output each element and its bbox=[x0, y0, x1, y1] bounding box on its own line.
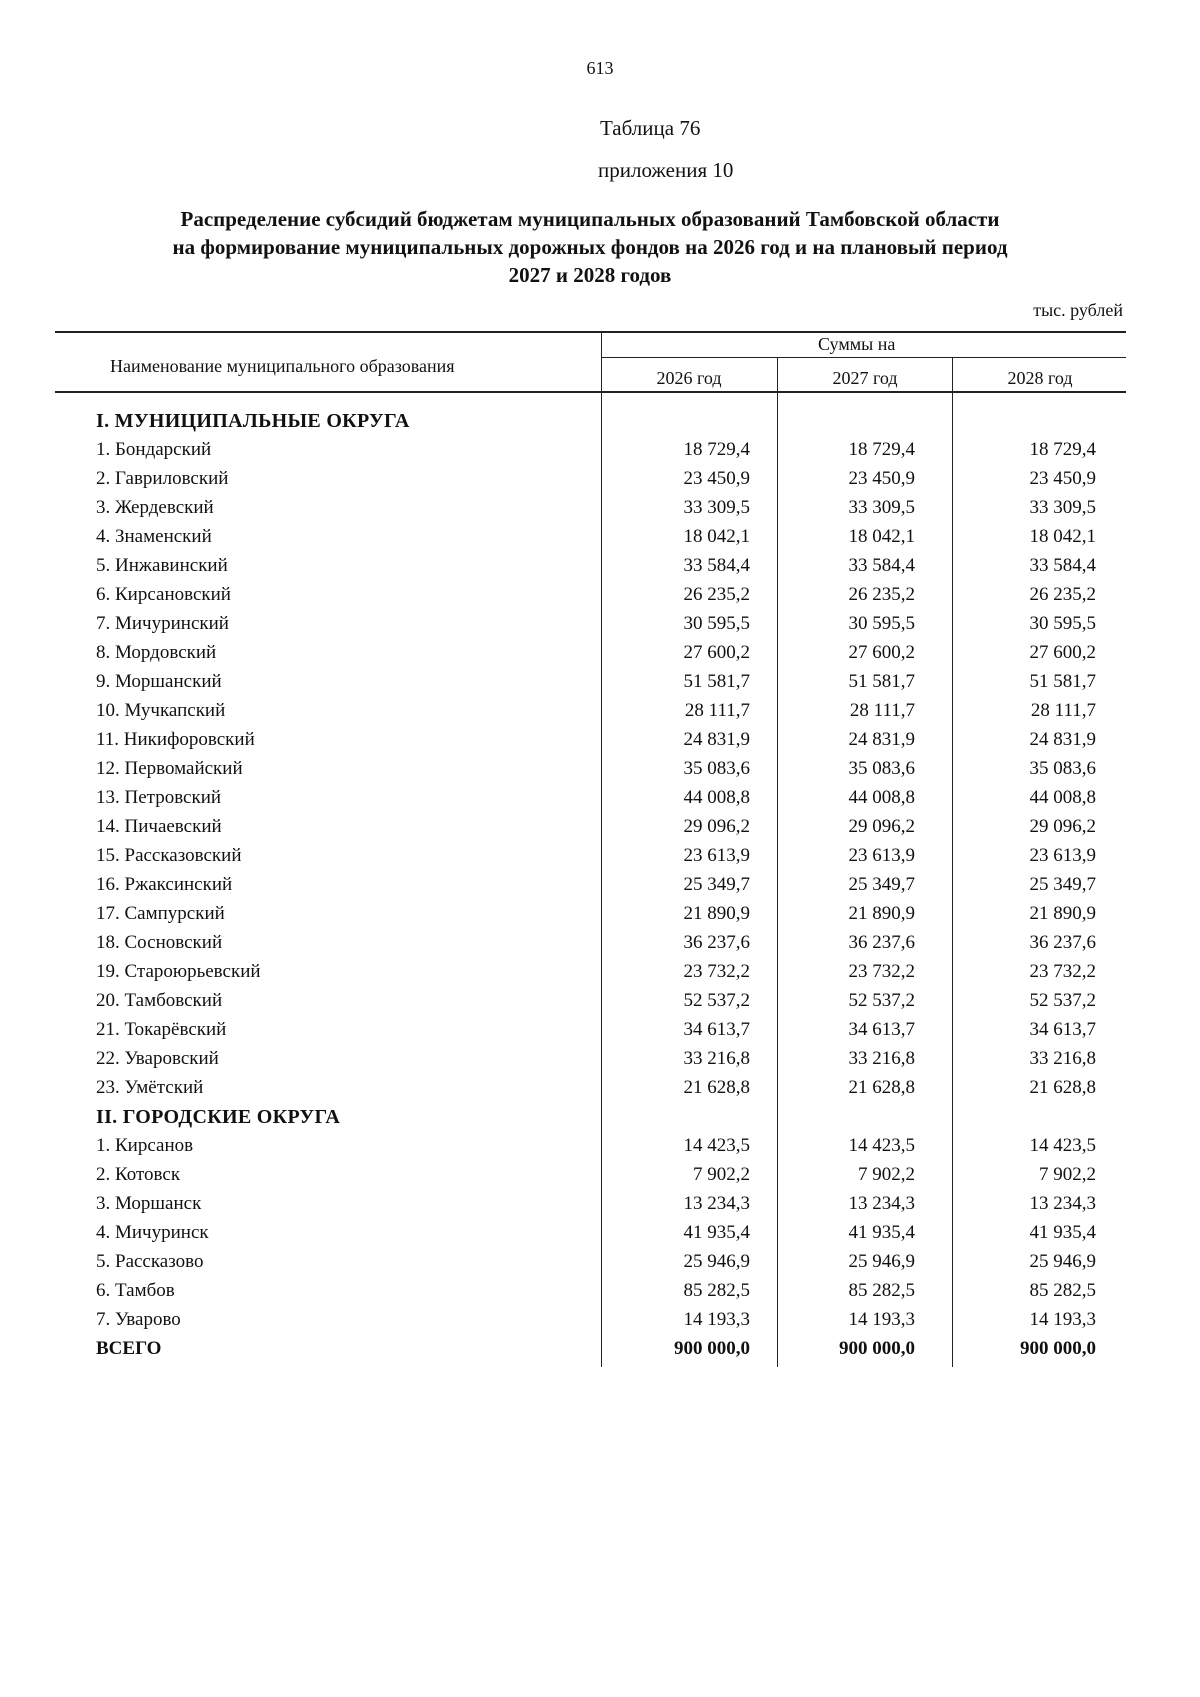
row-name: 16. Ржаксинский bbox=[96, 874, 233, 895]
row-value-2026: 18 729,4 bbox=[683, 439, 750, 460]
row-value-2027: 33 309,5 bbox=[848, 497, 915, 518]
row-value-2026: 28 111,7 bbox=[684, 700, 750, 721]
appendix-label: приложения 10 bbox=[598, 158, 734, 182]
row-value-2028: 18 729,4 bbox=[1029, 439, 1096, 460]
table-row bbox=[0, 903, 1200, 932]
row-value-2027: 85 282,5 bbox=[848, 1280, 915, 1301]
row-value-2027: 30 595,5 bbox=[848, 613, 915, 634]
row-value-2026: 25 946,9 bbox=[683, 1251, 750, 1272]
row-value-2026: 14 193,3 bbox=[683, 1309, 750, 1330]
row-name: I. МУНИЦИПАЛЬНЫЕ ОКРУГА bbox=[96, 410, 410, 432]
row-value-2026: 27 600,2 bbox=[683, 642, 750, 663]
row-name: 4. Мичуринск bbox=[96, 1222, 209, 1243]
header-year-2027: 2027 год bbox=[832, 368, 898, 388]
row-name: 14. Пичаевский bbox=[96, 816, 222, 837]
document-title bbox=[90, 205, 1090, 289]
table-row bbox=[0, 671, 1200, 700]
table-row bbox=[0, 990, 1200, 1019]
row-value-2028: 14 423,5 bbox=[1029, 1135, 1096, 1156]
table-row bbox=[0, 584, 1200, 613]
row-name: II. ГОРОДСКИЕ ОКРУГА bbox=[96, 1106, 341, 1128]
column-divider-3 bbox=[952, 357, 953, 393]
row-value-2026: 900 000,0 bbox=[674, 1338, 750, 1359]
table-row bbox=[0, 439, 1200, 468]
row-value-2028: 21 890,9 bbox=[1029, 903, 1096, 924]
row-value-2026: 7 902,2 bbox=[693, 1164, 750, 1185]
row-value-2028: 44 008,8 bbox=[1029, 787, 1096, 808]
row-name: 2. Котовск bbox=[96, 1164, 181, 1185]
table-row bbox=[0, 758, 1200, 787]
row-value-2026: 23 613,9 bbox=[683, 845, 750, 866]
row-value-2027: 25 349,7 bbox=[848, 874, 915, 895]
row-value-2028: 29 096,2 bbox=[1029, 816, 1096, 837]
table-top-rule bbox=[55, 331, 1126, 333]
table-row bbox=[0, 526, 1200, 555]
row-value-2028: 14 193,3 bbox=[1029, 1309, 1096, 1330]
row-value-2028: 28 111,7 bbox=[1030, 700, 1096, 721]
row-value-2027: 34 613,7 bbox=[848, 1019, 915, 1040]
table-row bbox=[0, 642, 1200, 671]
row-value-2027: 36 237,6 bbox=[848, 932, 915, 953]
row-value-2028: 51 581,7 bbox=[1029, 671, 1096, 692]
table-row bbox=[0, 1193, 1200, 1222]
row-value-2028: 23 450,9 bbox=[1029, 468, 1096, 489]
row-value-2027: 33 584,4 bbox=[848, 555, 915, 576]
row-value-2028: 33 216,8 bbox=[1029, 1048, 1096, 1069]
title-line-2: на формирование муниципальных дорожных фондов на 2026 год и на плановый период bbox=[172, 235, 1008, 259]
table-row bbox=[0, 1222, 1200, 1251]
row-name: 23. Умётский bbox=[96, 1077, 204, 1098]
row-value-2027: 24 831,9 bbox=[848, 729, 915, 750]
unit-label: тыс. рублей bbox=[1033, 300, 1123, 320]
table-row bbox=[0, 787, 1200, 816]
row-name: 1. Бондарский bbox=[96, 439, 212, 460]
row-name: ВСЕГО bbox=[96, 1338, 162, 1359]
row-value-2027: 21 628,8 bbox=[848, 1077, 915, 1098]
row-value-2026: 21 628,8 bbox=[683, 1077, 750, 1098]
row-name: 17. Сампурский bbox=[96, 903, 225, 924]
row-value-2028: 36 237,6 bbox=[1029, 932, 1096, 953]
table-row bbox=[0, 874, 1200, 903]
table-row bbox=[0, 700, 1200, 729]
row-value-2026: 34 613,7 bbox=[683, 1019, 750, 1040]
column-divider-2 bbox=[777, 357, 778, 393]
row-value-2027: 14 193,3 bbox=[848, 1309, 915, 1330]
row-value-2026: 23 450,9 bbox=[683, 468, 750, 489]
header-year-2026: 2026 год bbox=[656, 368, 722, 388]
row-value-2026: 18 042,1 bbox=[683, 526, 750, 547]
row-name: 19. Староюрьевский bbox=[96, 961, 261, 982]
row-value-2028: 24 831,9 bbox=[1029, 729, 1096, 750]
table-row bbox=[0, 961, 1200, 990]
row-value-2026: 14 423,5 bbox=[683, 1135, 750, 1156]
row-value-2027: 18 042,1 bbox=[848, 526, 915, 547]
row-value-2027: 7 902,2 bbox=[858, 1164, 915, 1185]
row-value-2028: 85 282,5 bbox=[1029, 1280, 1096, 1301]
table-row bbox=[0, 1019, 1200, 1048]
row-name: 18. Сосновский bbox=[96, 932, 223, 953]
table-body bbox=[0, 410, 1200, 1367]
table-row bbox=[0, 555, 1200, 584]
row-value-2028: 13 234,3 bbox=[1029, 1193, 1096, 1214]
row-value-2026: 51 581,7 bbox=[683, 671, 750, 692]
row-value-2027: 900 000,0 bbox=[839, 1338, 915, 1359]
row-value-2027: 14 423,5 bbox=[848, 1135, 915, 1156]
row-value-2026: 36 237,6 bbox=[683, 932, 750, 953]
row-value-2028: 23 613,9 bbox=[1029, 845, 1096, 866]
row-value-2027: 23 450,9 bbox=[848, 468, 915, 489]
row-value-2028: 27 600,2 bbox=[1029, 642, 1096, 663]
table-row bbox=[0, 497, 1200, 526]
row-name: 8. Мордовский bbox=[96, 642, 217, 663]
row-value-2027: 29 096,2 bbox=[848, 816, 915, 837]
row-value-2028: 26 235,2 bbox=[1029, 584, 1096, 605]
row-name: 9. Моршанский bbox=[96, 671, 222, 692]
row-value-2028: 41 935,4 bbox=[1029, 1222, 1096, 1243]
total-row bbox=[0, 1338, 1200, 1367]
row-value-2028: 25 349,7 bbox=[1029, 874, 1096, 895]
row-value-2026: 23 732,2 bbox=[683, 961, 750, 982]
row-value-2027: 35 083,6 bbox=[848, 758, 915, 779]
table-row bbox=[0, 1164, 1200, 1193]
table-row bbox=[0, 816, 1200, 845]
row-value-2028: 7 902,2 bbox=[1039, 1164, 1096, 1185]
column-divider-1 bbox=[601, 331, 602, 393]
row-name: 15. Рассказовский bbox=[96, 845, 242, 866]
row-name: 3. Моршанск bbox=[96, 1193, 202, 1214]
row-value-2028: 900 000,0 bbox=[1020, 1338, 1096, 1359]
row-name: 5. Рассказово bbox=[96, 1251, 204, 1272]
row-name: 11. Никифоровский bbox=[96, 729, 255, 750]
table-row bbox=[0, 1135, 1200, 1164]
row-value-2026: 25 349,7 bbox=[683, 874, 750, 895]
row-name: 4. Знаменский bbox=[96, 526, 212, 547]
row-value-2027: 33 216,8 bbox=[848, 1048, 915, 1069]
table-row bbox=[0, 932, 1200, 961]
row-name: 12. Первомайский bbox=[96, 758, 243, 779]
header-name-column: Наименование муниципального образования bbox=[110, 356, 455, 376]
table-label: Таблица 76 bbox=[600, 116, 701, 140]
table-row bbox=[0, 1309, 1200, 1338]
row-name: 3. Жердевский bbox=[96, 497, 214, 518]
row-value-2028: 52 537,2 bbox=[1029, 990, 1096, 1011]
row-value-2028: 21 628,8 bbox=[1029, 1077, 1096, 1098]
table-row bbox=[0, 1280, 1200, 1309]
row-value-2027: 44 008,8 bbox=[848, 787, 915, 808]
sums-header-rule bbox=[601, 357, 1126, 358]
row-value-2026: 13 234,3 bbox=[683, 1193, 750, 1214]
row-name: 20. Тамбовский bbox=[96, 990, 223, 1011]
row-name: 7. Мичуринский bbox=[96, 613, 229, 634]
table-row bbox=[0, 1077, 1200, 1106]
row-name: 21. Токарёвский bbox=[96, 1019, 227, 1040]
row-name: 6. Кирсановский bbox=[96, 584, 231, 605]
row-value-2026: 85 282,5 bbox=[683, 1280, 750, 1301]
row-value-2026: 21 890,9 bbox=[683, 903, 750, 924]
table-row bbox=[0, 468, 1200, 497]
row-value-2026: 24 831,9 bbox=[683, 729, 750, 750]
row-value-2027: 27 600,2 bbox=[848, 642, 915, 663]
row-value-2026: 41 935,4 bbox=[683, 1222, 750, 1243]
row-name: 10. Мучкапский bbox=[96, 700, 226, 721]
row-value-2027: 23 732,2 bbox=[848, 961, 915, 982]
row-value-2028: 34 613,7 bbox=[1029, 1019, 1096, 1040]
row-name: 7. Уварово bbox=[96, 1309, 181, 1330]
row-value-2028: 30 595,5 bbox=[1029, 613, 1096, 634]
row-value-2026: 33 309,5 bbox=[683, 497, 750, 518]
row-value-2028: 33 584,4 bbox=[1029, 555, 1096, 576]
row-value-2028: 35 083,6 bbox=[1029, 758, 1096, 779]
table-row bbox=[0, 613, 1200, 642]
row-value-2026: 30 595,5 bbox=[683, 613, 750, 634]
row-name: 6. Тамбов bbox=[96, 1280, 175, 1301]
header-year-2028: 2028 год bbox=[1007, 368, 1073, 388]
row-value-2027: 13 234,3 bbox=[848, 1193, 915, 1214]
row-value-2027: 26 235,2 bbox=[848, 584, 915, 605]
row-value-2026: 26 235,2 bbox=[683, 584, 750, 605]
row-name: 22. Уваровский bbox=[96, 1048, 219, 1069]
row-value-2028: 18 042,1 bbox=[1029, 526, 1096, 547]
row-value-2027: 28 111,7 bbox=[849, 700, 915, 721]
title-line-1: Распределение субсидий бюджетам муниципальных образований Тамбовской области bbox=[180, 207, 1000, 231]
row-value-2028: 25 946,9 bbox=[1029, 1251, 1096, 1272]
row-name: 1. Кирсанов bbox=[96, 1135, 194, 1156]
row-value-2026: 35 083,6 bbox=[683, 758, 750, 779]
row-value-2026: 44 008,8 bbox=[683, 787, 750, 808]
row-value-2027: 18 729,4 bbox=[848, 439, 915, 460]
table-row bbox=[0, 729, 1200, 758]
page-number: 613 bbox=[586, 58, 614, 78]
row-value-2028: 23 732,2 bbox=[1029, 961, 1096, 982]
section-row bbox=[0, 1106, 1200, 1135]
table-row bbox=[0, 1251, 1200, 1280]
table-row bbox=[0, 1048, 1200, 1077]
row-value-2026: 52 537,2 bbox=[683, 990, 750, 1011]
row-value-2026: 33 216,8 bbox=[683, 1048, 750, 1069]
row-name: 5. Инжавинский bbox=[96, 555, 228, 576]
row-value-2026: 29 096,2 bbox=[683, 816, 750, 837]
row-value-2026: 33 584,4 bbox=[683, 555, 750, 576]
row-value-2027: 41 935,4 bbox=[848, 1222, 915, 1243]
section-row bbox=[0, 410, 1200, 439]
row-value-2027: 51 581,7 bbox=[848, 671, 915, 692]
header-sums-on: Суммы на bbox=[818, 334, 896, 354]
title-line-3: 2027 и 2028 годов bbox=[508, 263, 672, 287]
row-name: 2. Гавриловский bbox=[96, 468, 229, 489]
row-value-2027: 23 613,9 bbox=[848, 845, 915, 866]
row-value-2027: 25 946,9 bbox=[848, 1251, 915, 1272]
row-value-2027: 52 537,2 bbox=[848, 990, 915, 1011]
table-row bbox=[0, 845, 1200, 874]
row-value-2028: 33 309,5 bbox=[1029, 497, 1096, 518]
row-name: 13. Петровский bbox=[96, 787, 222, 808]
header-bottom-rule bbox=[55, 391, 1126, 393]
row-value-2027: 21 890,9 bbox=[848, 903, 915, 924]
